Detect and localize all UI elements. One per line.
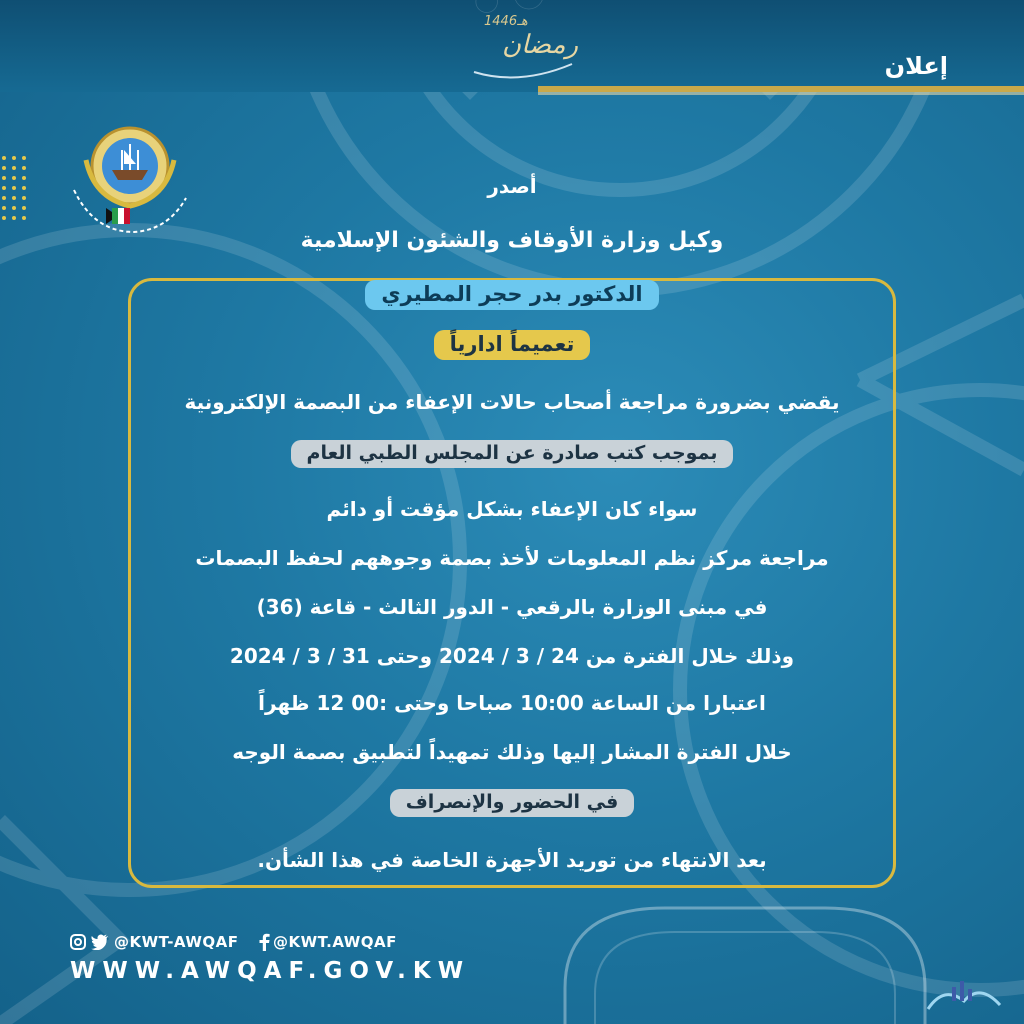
body-line-10: خلال الفترة المشار إليها وذلك تمهيداً لتطبيق بصمة الوجه <box>232 740 792 764</box>
arch-decoration <box>555 898 935 1024</box>
medical-council-pill: بموجب كتب صادرة عن المجلس الطبي العام <box>291 440 734 468</box>
facebook-handle[interactable]: @KWT.AWQAF <box>273 933 397 951</box>
website-url[interactable]: WWW.AWQAF.GOV.KW <box>70 958 471 984</box>
attendance-pill: في الحضور والإنصراف <box>390 789 635 817</box>
body-line-4 <box>0 440 1024 468</box>
official-name <box>0 280 1024 310</box>
ramadan-year: 1446هـ <box>484 14 528 29</box>
gold-divider-shadow <box>538 92 1024 95</box>
body-line-8: وذلك خلال الفترة من 24 / 3 / 2024 وحتى 31 / 3 / 2024 <box>229 644 795 668</box>
body-line-7: في مبنى الوزارة بالرقعي - الدور الثالث - قاعة (36) <box>256 595 768 619</box>
body-line-6: مراجعة مركز نظم المعلومات لأخذ بصمة وجوههم لحفظ البصمات <box>195 546 829 570</box>
announcement-label: إعلان <box>884 52 948 80</box>
body-line-3: يقضي بضرورة مراجعة أصحاب حالات الإعفاء من البصمة الإلكترونية <box>184 390 840 414</box>
social-handles <box>70 933 400 953</box>
body-line-5: سواء كان الإعفاء بشكل مؤقت أو دائم <box>326 497 698 521</box>
undersecretary-title: وكيل وزارة الأوقاف والشئون الإسلامية <box>300 228 724 253</box>
issued-label: أصدر <box>487 174 537 198</box>
twitter-icon <box>91 934 109 950</box>
official-name-pill: الدكتور بدر حجر المطيري <box>365 280 658 310</box>
body-line-12: بعد الانتهاء من توريد الأجهزة الخاصة في هذا الشأن. <box>257 848 767 872</box>
body-line-9: اعتبارا من الساعة 10:00 صباحا وحتى :00 12 ظهراً <box>258 691 766 715</box>
twitter-handle[interactable]: @KWT-AWQAF <box>114 933 239 951</box>
circular-heading <box>0 330 1024 360</box>
facebook-icon <box>258 933 270 951</box>
circular-pill: تعميماً ادارياً <box>434 330 591 360</box>
corner-logo <box>924 975 1004 1013</box>
instagram-icon <box>70 934 86 950</box>
ramadan-word: رمضان <box>502 30 579 60</box>
body-line-11 <box>0 789 1024 817</box>
